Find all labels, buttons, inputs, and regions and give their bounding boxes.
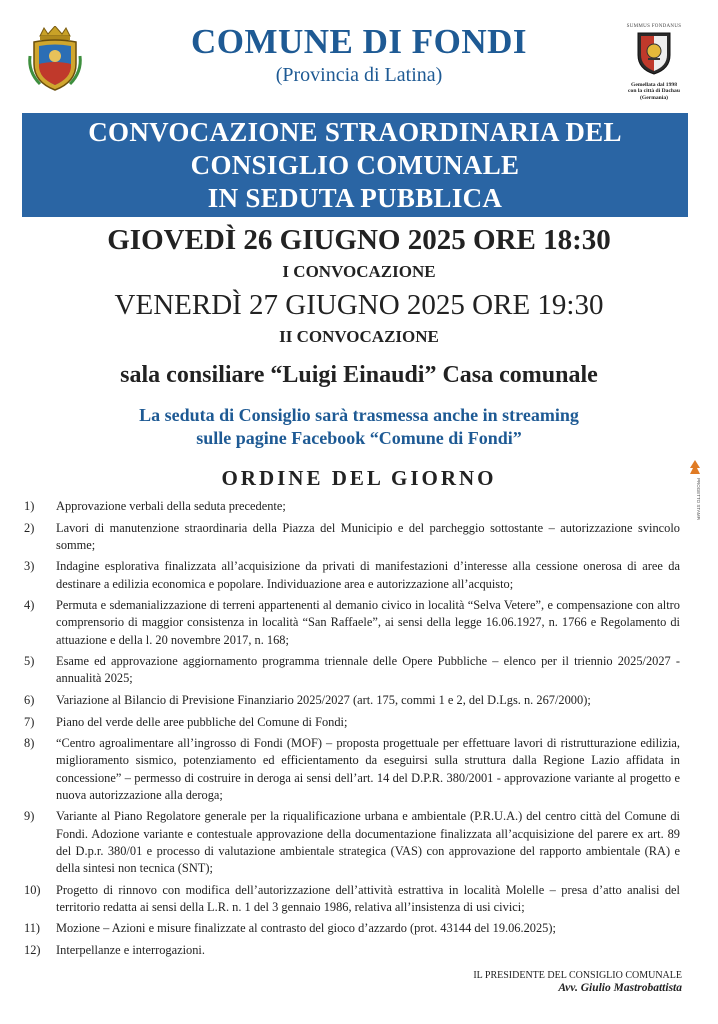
agenda-item-number: 12) (24, 942, 41, 957)
agenda-item (24, 597, 680, 649)
print-project-mark (688, 460, 702, 520)
second-session-date: VENERDÌ 27 GIUGNO 2025 ORE 19:30 (114, 289, 604, 321)
agenda-item-number: 10) (24, 882, 41, 897)
first-session-date: GIOVEDÌ 26 GIUGNO 2025 ORE 18:30 (107, 224, 611, 256)
agenda-item (24, 558, 680, 592)
agenda-item-number: 7) (24, 714, 35, 729)
page-title: COMUNE DI FONDI (190, 22, 528, 61)
agenda-item-text: Esame ed approvazione aggiornamento programma triennale delle Opere Pubbliche – elenco per il triennio 2025/2027 - annualità 2025; (56, 654, 680, 686)
agenda-item (24, 520, 680, 554)
agenda-item (24, 808, 680, 877)
agenda-title: ORDINE DEL GIORNO (221, 466, 497, 490)
agenda-item-number: 5) (24, 654, 35, 669)
agenda-item (24, 692, 680, 709)
agenda-item-number: 9) (24, 809, 35, 824)
agenda-item-number: 3) (24, 559, 35, 574)
twin-city-motto: SUMMUS FONDANUS (626, 24, 682, 29)
agenda-item (24, 653, 680, 687)
agenda-item-text: Variazione al Bilancio di Previsione Finanziario 2025/2027 (art. 175, commi 1 e 2, del D.Lgs. n. 267/2000); (56, 692, 591, 707)
agenda-item-number: 11) (24, 921, 41, 936)
print-project-text: PROGETTO STAMPA (696, 478, 701, 520)
signature-role: IL PRESIDENTE DEL CONSIGLIO COMUNALE (473, 970, 682, 981)
agenda-list (24, 498, 680, 964)
agenda-item-text: Progetto di rinnovo con modifica dell’autorizzazione dell’attività estrattiva in località Molelle – presa d’atto analisi del territorio redatta ai sensi della L.R. n. 1 del 3 gennaio 1986, relativa all’insistenza di usi civici; (56, 882, 680, 914)
signature-block (360, 970, 682, 994)
agenda-item-number: 8) (24, 736, 35, 751)
agenda-item-text: Piano del verde delle aree pubbliche del Comune di Fondi; (56, 714, 348, 729)
streaming-notice: La seduta di Consiglio sarà trasmessa anche in streaming sulle pagine Facebook “Comune di Fondi” (139, 405, 579, 448)
agenda-item (24, 714, 680, 731)
banner-line: CONSIGLIO COMUNALE (190, 150, 520, 180)
agenda-item (24, 735, 680, 804)
agenda-item-text: Variante al Piano Regolatore generale per la riqualificazione urbana e ambientale (P.R.U.A.) del centro città del Comune di Fondi. Adozione variante e contestuale approvazione della documentazione finalizzata all’acquisizione del parere ex art. 89 del D.p.r. 380/01 e processo di valutazione ambientale strategica (VAS) con approvazione del rapporto ambientale (RA) e della sintesi non tecnica (SNT); (56, 809, 680, 875)
agenda-item (24, 942, 680, 959)
banner-line: IN SEDUTA PUBBLICA (207, 183, 503, 213)
agenda-item-text: Approvazione verbali della seduta precedente; (56, 499, 286, 513)
agenda-item-number: 2) (24, 520, 35, 535)
agenda-item-text: Permuta e sdemanializzazione di terreni appartenenti al demanio civico in località “Selva Vetere”, e compensazione con altro comprensorio di maggior consistenza in località “San Raffaele”, ai sensi della legge 16.06.1927, n. 1766 e Regolamento di attuazione e della l. 20 novembre 2017, n. 168; (56, 598, 680, 647)
signature-name: Avv. Giulio Mastrobattista (558, 982, 682, 994)
agenda-item-text: Interpellanze e interrogazioni. (56, 942, 205, 957)
agenda-item-text: “Centro agroalimentare all’ingrosso di Fondi (MOF) – proposta progettuale per effettuare lavori di ristrutturazione edilizia, miglioramento sismico, potenziamento ed efficientamento da eseguirsi sulla struttura dalla Regione Lazio affidata in concessione” – permesso di costruire in deroga ai sensi dell’art. 14 del D.P.R. 380/2001 - approvazione variante al progetto e nuova autorizzazione alla deroga; (56, 736, 680, 802)
banner-line: CONVOCAZIONE STRAORDINARIA DEL (88, 117, 622, 147)
convocation-banner (22, 113, 688, 217)
page-subtitle: (Provincia di Latina) (275, 64, 443, 86)
agenda-item-text: Lavori di manutenzione straordinaria della Piazza del Municipio e del parcheggio sottostante – autorizzazione svincolo somme; (56, 520, 680, 552)
agenda-item (24, 882, 680, 916)
agenda-item-text: Indagine esplorativa finalizzata all’acquisizione da privati di manifestazioni d’interesse alla cessione onerosa di aree da destinare a edilizia economica e popolare. Individuazione area e autorizzazione all’acquisto; (56, 559, 680, 591)
first-session-label: I CONVOCAZIONE (282, 262, 436, 281)
agenda-item-text: Mozione – Azioni e misure finalizzate al contrasto del gioco d’azzardo (prot. 43144 del 19.06.2025); (56, 921, 556, 936)
twin-city-caption: Gemellata dal 1998 con la città di Dachau (Germania) (628, 82, 680, 101)
venue: sala consiliare “Luigi Einaudi” Casa comunale (120, 362, 598, 388)
agenda-item-number: 6) (24, 692, 35, 707)
agenda-item-number: 1) (24, 499, 35, 513)
second-session-label: II CONVOCAZIONE (279, 327, 439, 346)
agenda-item-number: 4) (24, 598, 35, 613)
agenda-item (24, 498, 680, 515)
agenda-item (24, 920, 680, 937)
